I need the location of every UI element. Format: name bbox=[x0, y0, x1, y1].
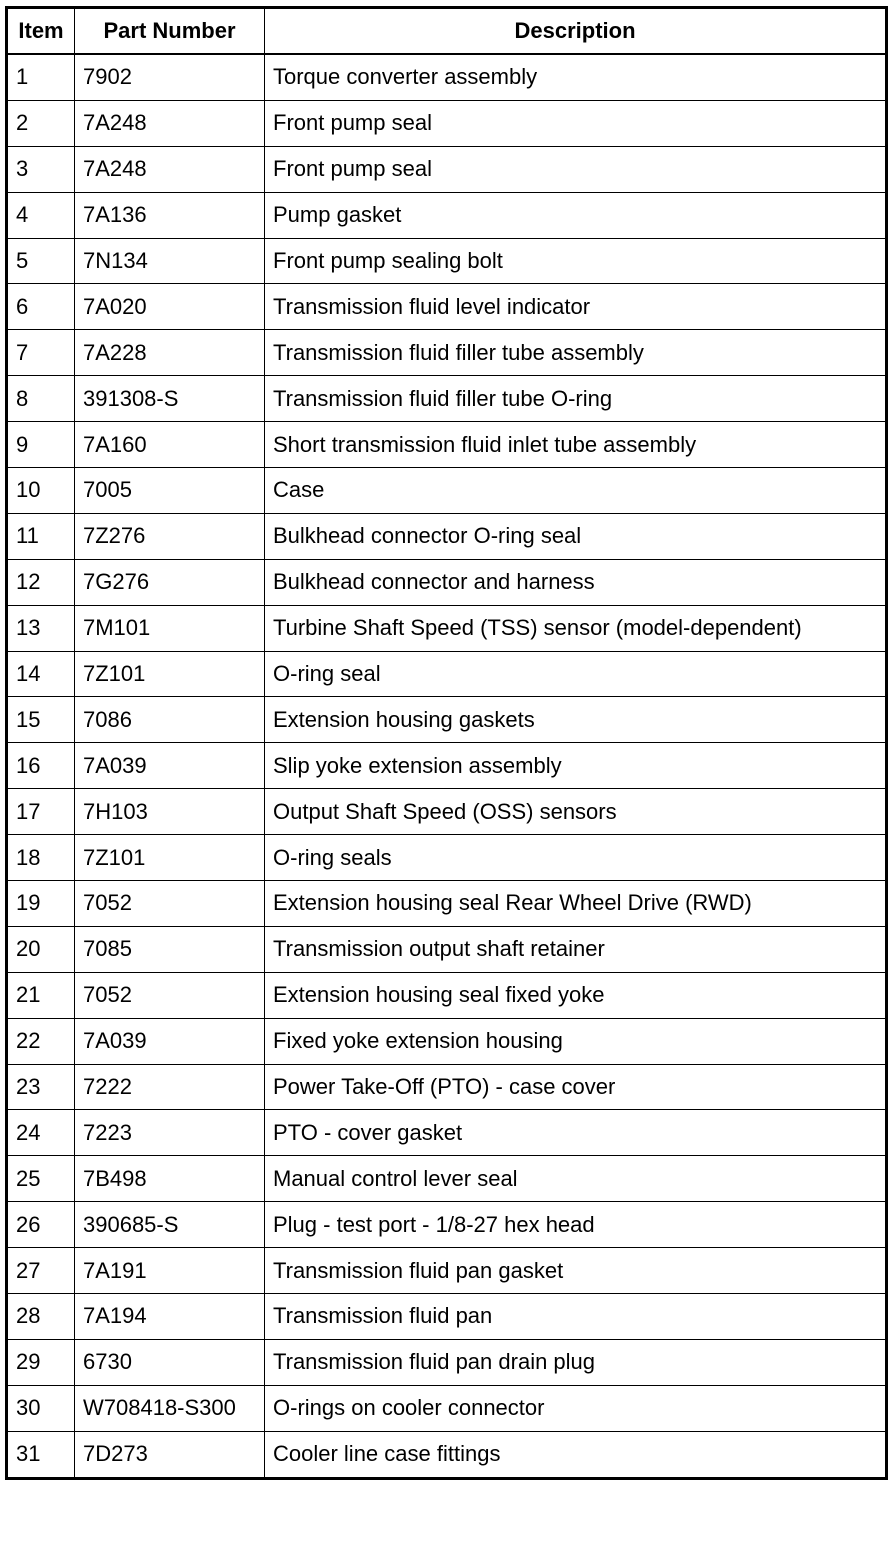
table-row bbox=[7, 1339, 887, 1385]
cell-item: 31 bbox=[7, 1431, 75, 1478]
cell-item: 7 bbox=[7, 330, 75, 376]
parts-table bbox=[5, 6, 888, 1480]
cell-item: 4 bbox=[7, 192, 75, 238]
cell-part-number: 7A160 bbox=[75, 422, 265, 468]
cell-item: 20 bbox=[7, 926, 75, 972]
cell-item: 1 bbox=[7, 54, 75, 100]
cell-part-number: 7A248 bbox=[75, 100, 265, 146]
cell-description: Extension housing seal fixed yoke bbox=[265, 972, 887, 1018]
table-row bbox=[7, 1156, 887, 1202]
cell-item: 2 bbox=[7, 100, 75, 146]
table-row bbox=[7, 1385, 887, 1431]
cell-part-number: 7D273 bbox=[75, 1431, 265, 1478]
table-row bbox=[7, 881, 887, 927]
cell-part-number: 7A039 bbox=[75, 1018, 265, 1064]
cell-description: Output Shaft Speed (OSS) sensors bbox=[265, 789, 887, 835]
cell-description: Manual control lever seal bbox=[265, 1156, 887, 1202]
cell-part-number: 7A020 bbox=[75, 284, 265, 330]
cell-item: 27 bbox=[7, 1248, 75, 1294]
table-row bbox=[7, 605, 887, 651]
cell-item: 25 bbox=[7, 1156, 75, 1202]
cell-part-number: 390685-S bbox=[75, 1202, 265, 1248]
cell-description: Transmission fluid pan bbox=[265, 1294, 887, 1340]
cell-description: Slip yoke extension assembly bbox=[265, 743, 887, 789]
table-row bbox=[7, 1248, 887, 1294]
cell-item: 6 bbox=[7, 284, 75, 330]
cell-description: Transmission output shaft retainer bbox=[265, 926, 887, 972]
cell-description: Bulkhead connector O-ring seal bbox=[265, 513, 887, 559]
table-row bbox=[7, 789, 887, 835]
table-row bbox=[7, 513, 887, 559]
table-row bbox=[7, 376, 887, 422]
table-row bbox=[7, 1018, 887, 1064]
cell-part-number: 7A228 bbox=[75, 330, 265, 376]
cell-item: 9 bbox=[7, 422, 75, 468]
cell-item: 24 bbox=[7, 1110, 75, 1156]
cell-item: 11 bbox=[7, 513, 75, 559]
cell-part-number: 7Z101 bbox=[75, 835, 265, 881]
cell-item: 13 bbox=[7, 605, 75, 651]
table-row bbox=[7, 100, 887, 146]
cell-part-number: 7A191 bbox=[75, 1248, 265, 1294]
cell-item: 22 bbox=[7, 1018, 75, 1064]
table-row bbox=[7, 192, 887, 238]
header-row bbox=[7, 8, 887, 55]
table-header bbox=[7, 8, 887, 55]
cell-part-number: 7086 bbox=[75, 697, 265, 743]
table-row bbox=[7, 146, 887, 192]
cell-item: 10 bbox=[7, 468, 75, 514]
cell-description: Transmission fluid pan gasket bbox=[265, 1248, 887, 1294]
cell-item: 26 bbox=[7, 1202, 75, 1248]
table-row bbox=[7, 835, 887, 881]
cell-item: 8 bbox=[7, 376, 75, 422]
cell-description: Bulkhead connector and harness bbox=[265, 559, 887, 605]
table-row bbox=[7, 1064, 887, 1110]
table-row bbox=[7, 651, 887, 697]
cell-description: Transmission fluid pan drain plug bbox=[265, 1339, 887, 1385]
cell-description: Transmission fluid filler tube O-ring bbox=[265, 376, 887, 422]
cell-description: Cooler line case fittings bbox=[265, 1431, 887, 1478]
table-row bbox=[7, 697, 887, 743]
cell-part-number: 7A248 bbox=[75, 146, 265, 192]
cell-description: Power Take-Off (PTO) - case cover bbox=[265, 1064, 887, 1110]
column-header-description: Description bbox=[265, 8, 887, 55]
cell-description: PTO - cover gasket bbox=[265, 1110, 887, 1156]
cell-part-number: W708418-S300 bbox=[75, 1385, 265, 1431]
cell-item: 17 bbox=[7, 789, 75, 835]
cell-description: Plug - test port - 1/8-27 hex head bbox=[265, 1202, 887, 1248]
table-row bbox=[7, 54, 887, 100]
column-header-item: Item bbox=[7, 8, 75, 55]
table-row bbox=[7, 284, 887, 330]
cell-description: Front pump seal bbox=[265, 100, 887, 146]
cell-item: 28 bbox=[7, 1294, 75, 1340]
cell-description: Torque converter assembly bbox=[265, 54, 887, 100]
cell-part-number: 7A039 bbox=[75, 743, 265, 789]
cell-item: 30 bbox=[7, 1385, 75, 1431]
cell-description: Fixed yoke extension housing bbox=[265, 1018, 887, 1064]
cell-item: 19 bbox=[7, 881, 75, 927]
table-row bbox=[7, 422, 887, 468]
cell-description: Pump gasket bbox=[265, 192, 887, 238]
cell-part-number: 7222 bbox=[75, 1064, 265, 1110]
table-row bbox=[7, 330, 887, 376]
table-row bbox=[7, 972, 887, 1018]
cell-description: Transmission fluid level indicator bbox=[265, 284, 887, 330]
cell-part-number: 7H103 bbox=[75, 789, 265, 835]
table-row bbox=[7, 1294, 887, 1340]
cell-part-number: 7223 bbox=[75, 1110, 265, 1156]
cell-part-number: 7902 bbox=[75, 54, 265, 100]
table-row bbox=[7, 1202, 887, 1248]
cell-part-number: 7B498 bbox=[75, 1156, 265, 1202]
cell-item: 14 bbox=[7, 651, 75, 697]
cell-part-number: 7Z276 bbox=[75, 513, 265, 559]
cell-item: 21 bbox=[7, 972, 75, 1018]
cell-part-number: 6730 bbox=[75, 1339, 265, 1385]
cell-item: 15 bbox=[7, 697, 75, 743]
cell-item: 29 bbox=[7, 1339, 75, 1385]
table-row bbox=[7, 926, 887, 972]
cell-item: 16 bbox=[7, 743, 75, 789]
cell-description: Turbine Shaft Speed (TSS) sensor (model-dependent) bbox=[265, 605, 887, 651]
cell-part-number: 7N134 bbox=[75, 238, 265, 284]
cell-part-number: 7Z101 bbox=[75, 651, 265, 697]
cell-description: O-ring seal bbox=[265, 651, 887, 697]
cell-description: O-ring seals bbox=[265, 835, 887, 881]
cell-item: 5 bbox=[7, 238, 75, 284]
cell-description: Transmission fluid filler tube assembly bbox=[265, 330, 887, 376]
cell-part-number: 7085 bbox=[75, 926, 265, 972]
cell-description: Case bbox=[265, 468, 887, 514]
cell-description: Front pump sealing bolt bbox=[265, 238, 887, 284]
table-body bbox=[7, 54, 887, 1478]
cell-item: 18 bbox=[7, 835, 75, 881]
cell-item: 12 bbox=[7, 559, 75, 605]
cell-description: Extension housing gaskets bbox=[265, 697, 887, 743]
table-row bbox=[7, 559, 887, 605]
cell-part-number: 7052 bbox=[75, 881, 265, 927]
cell-item: 3 bbox=[7, 146, 75, 192]
table-row bbox=[7, 238, 887, 284]
cell-item: 23 bbox=[7, 1064, 75, 1110]
cell-description: Short transmission fluid inlet tube assembly bbox=[265, 422, 887, 468]
cell-part-number: 7052 bbox=[75, 972, 265, 1018]
table-row bbox=[7, 1110, 887, 1156]
table-row bbox=[7, 1431, 887, 1478]
cell-part-number: 7005 bbox=[75, 468, 265, 514]
cell-part-number: 391308-S bbox=[75, 376, 265, 422]
cell-description: Front pump seal bbox=[265, 146, 887, 192]
cell-description: O-rings on cooler connector bbox=[265, 1385, 887, 1431]
cell-part-number: 7M101 bbox=[75, 605, 265, 651]
cell-part-number: 7A136 bbox=[75, 192, 265, 238]
column-header-part-number: Part Number bbox=[75, 8, 265, 55]
cell-part-number: 7A194 bbox=[75, 1294, 265, 1340]
table-row bbox=[7, 743, 887, 789]
cell-part-number: 7G276 bbox=[75, 559, 265, 605]
cell-description: Extension housing seal Rear Wheel Drive (RWD) bbox=[265, 881, 887, 927]
table-row bbox=[7, 468, 887, 514]
